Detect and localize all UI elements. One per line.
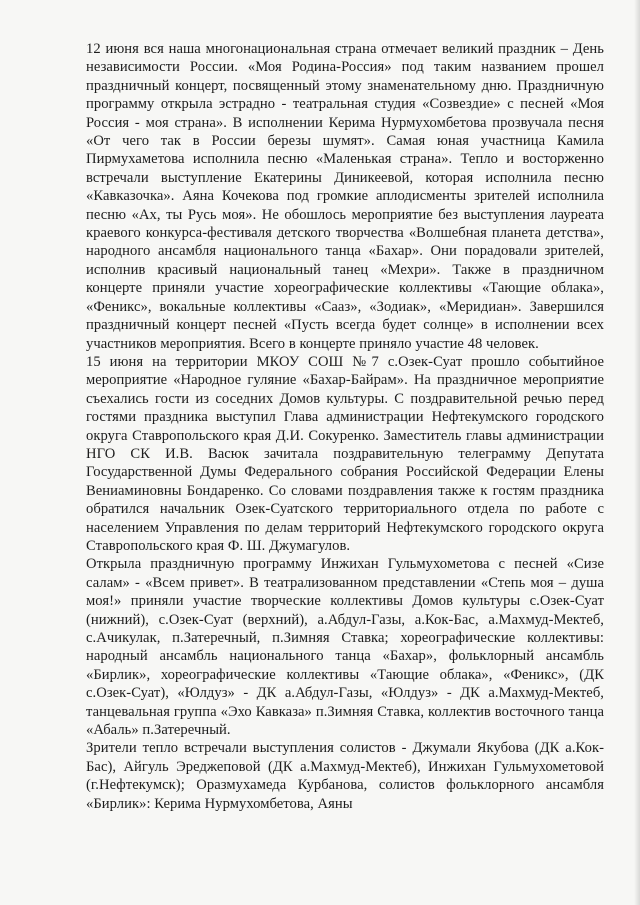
paragraph-program: Открыла праздничную программу Инжихан Гульмухометова с песней «Сизе салам» - «Всем привет». В театрализованном представлении «Степь моя – душа моя!» приняли участие творческие коллективы Домов культуры с.Озек-Суат (нижний), с.Озек-Суат (верхний), а.Абдул-Газы, а.Кок-Бас, а.Махмуд-Мектеб, с.Ачикулак, п.Затеречный, п.Зимняя Ставка; хореографические коллективы: народный ансамбль национального танца «Бахар», фольклорный ансамбль «Бирлик», хореографические коллективы «Тающие облака», «Феникс», (ДК с.Озек-Суат), «Юлдуз» - ДК а.Абдул-Газы, «Юлдуз» - ДК а.Махмуд-Мектеб, танцевальная группа «Эхо Кавказа» п.Зимняя Ставка, коллектив восточного танца «Абаль» п.Затеречный. (86, 556, 604, 739)
paragraph-bahar-bayram: 15 июня на территории МКОУ СОШ №7 с.Озек-Суат прошло событийное мероприятие «Народное гуляние «Бахар-Байрам». На праздничное мероприятие съехались гости из соседних Домов культуры. С поздравительной речью перед гостями праздника выступил Глава администрации Нефтекумского городского округа Ставропольского края Д.И. Сокуренко. Заместитель главы администрации НГО СК И.В. Васюк зачитала поздравительную телеграмму Депутата Государственной Думы Федерального собрания Российской Федерации Елены Вениаминовны Бондаренко. Со словами поздравления также к гостям праздника обратился начальник Озек-Суатского территориального отдела по работе с населением Управления по делам территорий Нефтекумского городского округа Ставропольского края Ф. Ш. Джумагулов. (86, 353, 604, 554)
paragraph-concert: 12 июня вся наша многонациональная страна отмечает великий праздник – День независимости России. «Моя Родина-Россия» под таким названием прошел праздничный концерт, посвященный этому знаменательному дню. Праздничную программу открыла эстрадно - театральная студия «Созвездие» с песней «Моя Россия - моя страна». В исполнении Керима Нурмухомбетова прозвучала песня «От чего так в России березы шумят». Самая юная участница Камила Пирмухаметова исполнила песню «Маленькая страна». Тепло и восторженно встречали выступление Екатерины Диникеевой, которая исполнила песню «Кавказочка». Аяна Кочекова под громкие аплодисменты зрителей исполнила песню «Ах, ты Русь моя». Не обошлось мероприятие без выступления лауреата краевого конкурса-фестиваля детского творчества «Волшебная планета детства», народного ансамбля национального танца «Бахар». Они порадовали зрителей, исполнив красивый национальный танец «Мехри». Также в праздничном концерте приняли участие хореографические коллективы «Тающие облака», «Феникс», вокальные коллективы «Сааз», «Зодиак», «Меридиан». Завершился праздничный концерт песней «Пусть всегда будет солнце» в исполнении всех участников мероприятия. Всего в концерте приняло участие 48 человек. (86, 41, 604, 352)
paragraph-soloists: Зрители тепло встречали выступления солистов - Джумали Якубова (ДК а.Кок-Бас), Айгуль Эреджеповой (ДК а.Махмуд-Мектеб), Инжихан Гульмухометовой (г.Нефтекумск); Оразмухамеда Курбанова, солистов фольклорного ансамбля «Бирлик»: Керима Нурмухомбетова, Аяны (86, 740, 604, 812)
document-body (86, 40, 604, 813)
